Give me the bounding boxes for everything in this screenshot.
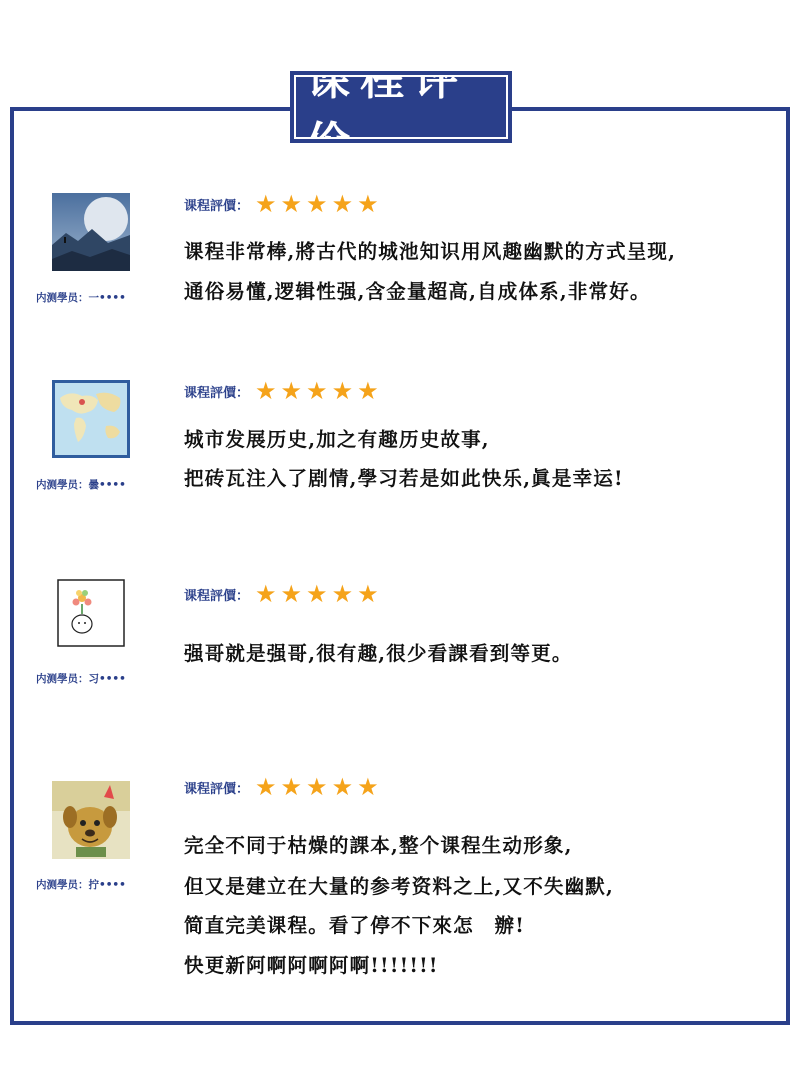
star-icon: ★ [331, 580, 354, 608]
comment-line: 完全不同于枯燥的課本,整个课程生动形象, [184, 834, 573, 857]
star-icon: ★ [280, 773, 303, 801]
rating-row [184, 379, 383, 403]
star-icon: ★ [331, 377, 354, 405]
comment-line: 城市发展历史,加之有趣历史故事, [184, 428, 490, 451]
rating-row [184, 775, 383, 799]
star-icon: ★ [357, 773, 379, 801]
avatar[interactable] [52, 781, 130, 859]
student-name: 内测學员：习•••• [36, 673, 126, 685]
star-icon: ★ [280, 580, 303, 608]
avatar[interactable] [52, 193, 130, 271]
star-icon: ★ [331, 190, 354, 218]
title-banner [290, 54, 512, 169]
star-icon: ★ [255, 773, 277, 801]
star-icon: ★ [255, 580, 277, 608]
rating-label: 课程評價： [184, 781, 250, 797]
star-icon: ★ [306, 580, 328, 608]
star-icon: ★ [306, 377, 328, 405]
avatar[interactable] [52, 380, 130, 458]
world-map-image [52, 380, 130, 458]
star-icon: ★ [280, 190, 303, 218]
rating-label: 课程評價： [184, 198, 250, 214]
comment-line: 但又是建立在大量的参考资料之上,又不失幽默, [184, 875, 614, 898]
star-icon: ★ [306, 773, 328, 801]
comment-line: 通俗易懂,逻辑性强,含金量超高,自成体系,非常好。 [184, 280, 651, 303]
student-name: 内测學员：一•••• [36, 292, 126, 304]
comment-line: 强哥就是强哥,很有趣,很少看課看到等更。 [184, 642, 573, 665]
moonlit-mountain-photo [52, 193, 130, 271]
student-name: 内测學员：拧•••• [36, 879, 126, 891]
flower-doodle-drawing [52, 574, 130, 652]
comment-line: 把砖瓦注入了剧情,學习若是如此快乐,眞是幸运! [184, 467, 624, 490]
rating-label: 课程評價： [184, 588, 250, 604]
star-icon: ★ [255, 190, 277, 218]
star-icon: ★ [357, 190, 379, 218]
student-name: 内测學员：曇•••• [36, 479, 126, 491]
comment-line: 课程非常棒,將古代的城池知识用风趣幽默的方式呈现, [184, 240, 677, 263]
title-box [294, 54, 508, 169]
star-icon: ★ [255, 377, 277, 405]
star-icon: ★ [357, 377, 379, 405]
page-title: 课程评价 [306, 54, 468, 169]
avatar[interactable] [52, 574, 130, 652]
rating-label: 课程評價： [184, 385, 250, 401]
star-icon: ★ [331, 773, 354, 801]
comment-line: 简直完美课程。看了停不下來怎 辦! [184, 914, 525, 937]
rating-row [184, 192, 383, 216]
cartoon-dog-image [52, 781, 130, 859]
comment-line: 快更新阿啊阿啊阿啊!!!!!!! [184, 954, 439, 977]
star-icon: ★ [306, 190, 328, 218]
rating-row [184, 582, 383, 606]
star-icon: ★ [280, 377, 303, 405]
star-icon: ★ [357, 580, 379, 608]
